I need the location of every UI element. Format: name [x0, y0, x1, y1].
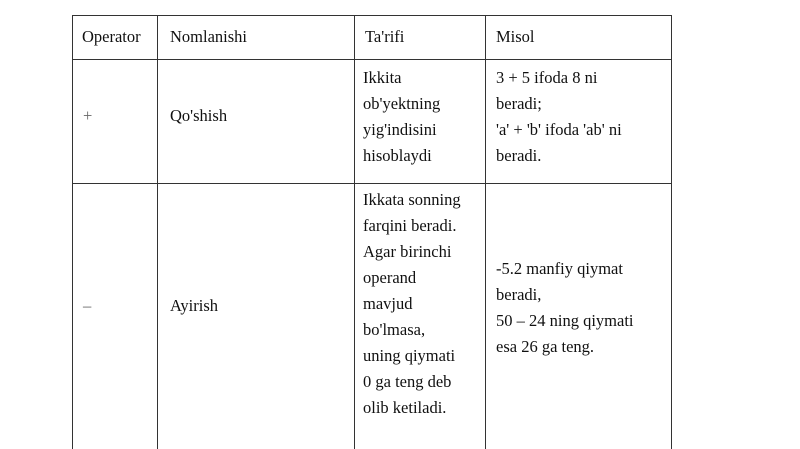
definition-line: 0 ga teng deb [363, 372, 452, 391]
column-divider [354, 15, 355, 449]
example-line: beradi. [496, 146, 542, 165]
header-example: Misol [496, 27, 535, 46]
definition-line: ob'yektning [363, 94, 441, 113]
operators-table [72, 15, 672, 449]
definition-line: hisoblaydi [363, 146, 432, 165]
row2-operator: – [83, 296, 92, 315]
row1-name: Qo'shish [170, 106, 228, 125]
definition-line: Ikkata sonning [363, 190, 461, 209]
row1-example [496, 65, 664, 169]
row-divider [72, 183, 672, 184]
column-divider [671, 15, 672, 449]
column-divider [72, 15, 73, 449]
definition-line: farqini beradi. [363, 216, 457, 235]
row1-operator: + [83, 106, 93, 125]
column-divider [485, 15, 486, 449]
definition-line: uning qiymati [363, 346, 456, 365]
definition-line: bo'lmasa, [363, 320, 426, 339]
header-definition: Ta'rifi [365, 27, 405, 46]
example-line: -5.2 manfiy qiymat [496, 259, 623, 278]
definition-line: Ikkita [363, 68, 402, 87]
definition-line: Agar birinchi [363, 242, 452, 261]
example-line: beradi, [496, 285, 542, 304]
column-divider [157, 15, 158, 449]
row1-definition [363, 65, 475, 169]
example-line: esa 26 ga teng. [496, 337, 595, 356]
example-line: 'a' + 'b' ifoda 'ab' ni [496, 120, 622, 139]
definition-line: operand [363, 268, 417, 287]
row2-definition [363, 187, 475, 421]
header-divider [72, 59, 672, 60]
table-border-top [72, 15, 672, 16]
row2-name: Ayirish [170, 296, 218, 315]
example-line: beradi; [496, 94, 542, 113]
header-operator: Operator [82, 27, 141, 46]
definition-line: mavjud [363, 294, 413, 313]
definition-line: yig'indisini [363, 120, 437, 139]
definition-line: olib ketiladi. [363, 398, 447, 417]
header-name: Nomlanishi [170, 27, 247, 46]
example-line: 3 + 5 ifoda 8 ni [496, 68, 598, 87]
example-line: 50 – 24 ning qiymati [496, 311, 634, 330]
row2-example [496, 256, 664, 360]
